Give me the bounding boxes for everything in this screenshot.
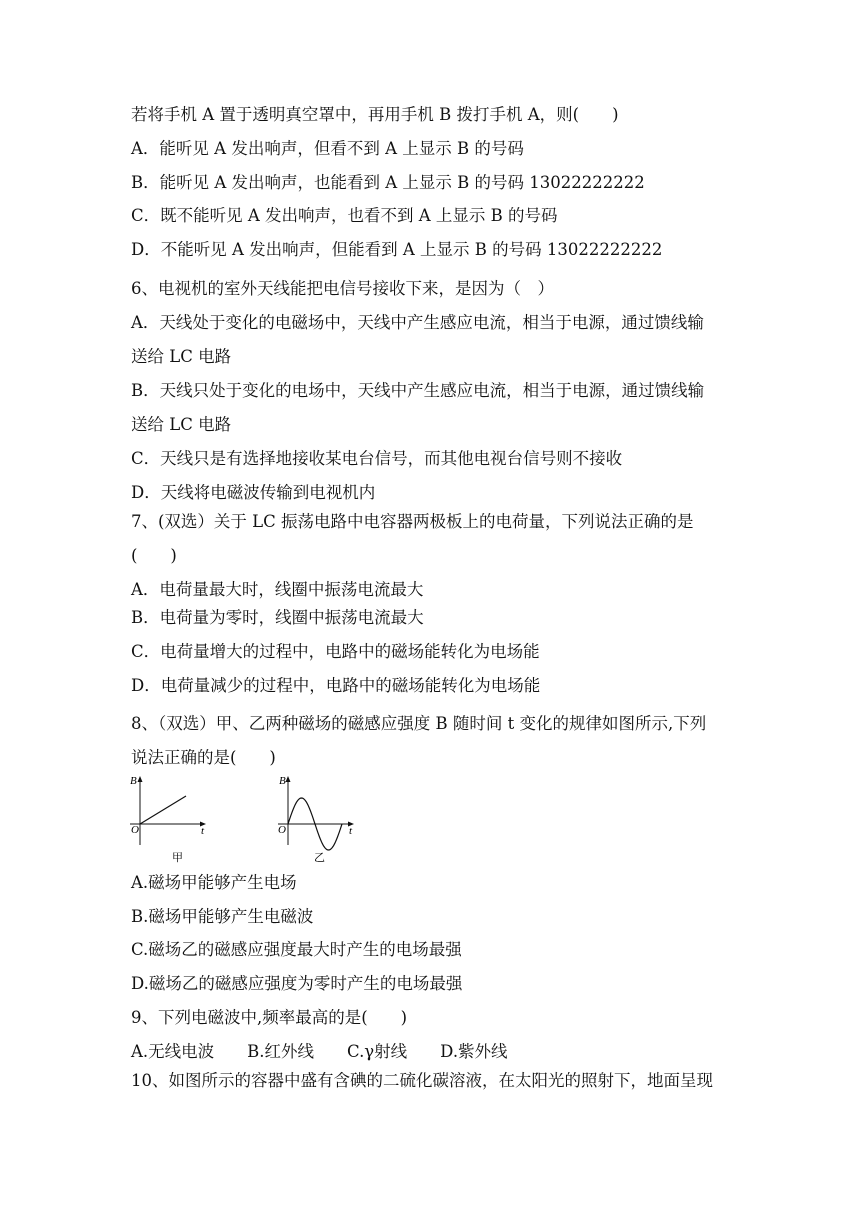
q10-stem: 10、如图所示的容器中盛有含碘的二硫化碳溶液，在太阳光的照射下，地面呈现 [131, 1071, 713, 1090]
fig1-ylabel: B [130, 775, 137, 787]
q7-option-c: C．电荷量增大的过程中，电路中的磁场能转化为电场能 [131, 642, 540, 661]
q6-option-a-line2: 送给 LC 电路 [131, 347, 232, 366]
q9-options: A.无线电波 B.红外线 C.γ射线 D.紫外线 [131, 1042, 508, 1061]
q7-stem-line1: 7、(双选）关于 LC 振荡电路中电容器两极板上的电荷量，下列说法正确的是 [131, 512, 694, 531]
q5-option-d: D．不能听见 A 发出响声，但能看到 A 上显示 B 的号码 13022222222 [131, 240, 663, 259]
q6-option-b-line2: 送给 LC 电路 [131, 415, 232, 434]
figure-jia [124, 770, 224, 870]
q6-option-d: D．天线将电磁波传输到电视机内 [131, 483, 376, 502]
fig1-origin: O [131, 824, 139, 836]
fig1-caption: 甲 [172, 852, 183, 864]
q8-stem-line2: 说法正确的是( ) [131, 748, 276, 767]
q7-option-d: D．电荷量减少的过程中，电路中的磁场能转化为电场能 [131, 676, 541, 695]
q8-option-d: D.磁场乙的磁感应强度为零时产生的电场最强 [131, 974, 463, 993]
q5-option-a: A．能听见 A 发出响声，但看不到 A 上显示 B 的号码 [131, 139, 524, 158]
q6-stem: 6、电视机的室外天线能把电信号接收下来，是因为（ ） [131, 279, 554, 298]
q6-option-c: C．天线只是有选择地接收某电台信号，而其他电视台信号则不接收 [131, 449, 623, 468]
linear-graph-line [140, 796, 186, 824]
q5-option-c: C．既不能听见 A 发出响声，也看不到 A 上显示 B 的号码 [131, 206, 558, 225]
q5-option-b: B．能听见 A 发出响声，也能看到 A 上显示 B 的号码 13022222222 [131, 173, 645, 192]
fig2-ylabel: B [279, 775, 286, 787]
q9-stem: 9、下列电磁波中,频率最高的是( ) [131, 1008, 408, 1027]
q7-stem-line2: ( ) [131, 546, 177, 565]
q8-option-c: C.磁场乙的磁感应强度最大时产生的电场最强 [131, 940, 462, 959]
q8-option-a: A.磁场甲能够产生电场 [131, 873, 297, 892]
q6-option-b-line1: B．天线只处于变化的电场中，天线中产生感应电流，相当于电源，通过馈线输 [131, 381, 705, 400]
q5-stem: 若将手机 A 置于透明真空罩中，再用手机 B 拨打手机 A，则( ) [131, 105, 619, 124]
fig2-xlabel: t [349, 825, 353, 837]
fig2-caption: 乙 [314, 852, 325, 864]
q8-stem-line1: 8、（双选）甲、乙两种磁场的磁感应强度 B 随时间 t 变化的规律如图所示,下列 [131, 714, 707, 733]
fig1-xlabel: t [201, 825, 205, 837]
figure-yi [270, 770, 370, 870]
q7-option-b: B．电荷量为零时，线圈中振荡电流最大 [131, 608, 424, 627]
fig2-origin: O [278, 824, 286, 836]
q8-option-b: B.磁场甲能够产生电磁波 [131, 907, 314, 926]
q6-option-a-line1: A．天线处于变化的电磁场中，天线中产生感应电流，相当于电源，通过馈线输 [131, 313, 704, 332]
q7-option-a: A．电荷量最大时，线圈中振荡电流最大 [131, 580, 424, 599]
